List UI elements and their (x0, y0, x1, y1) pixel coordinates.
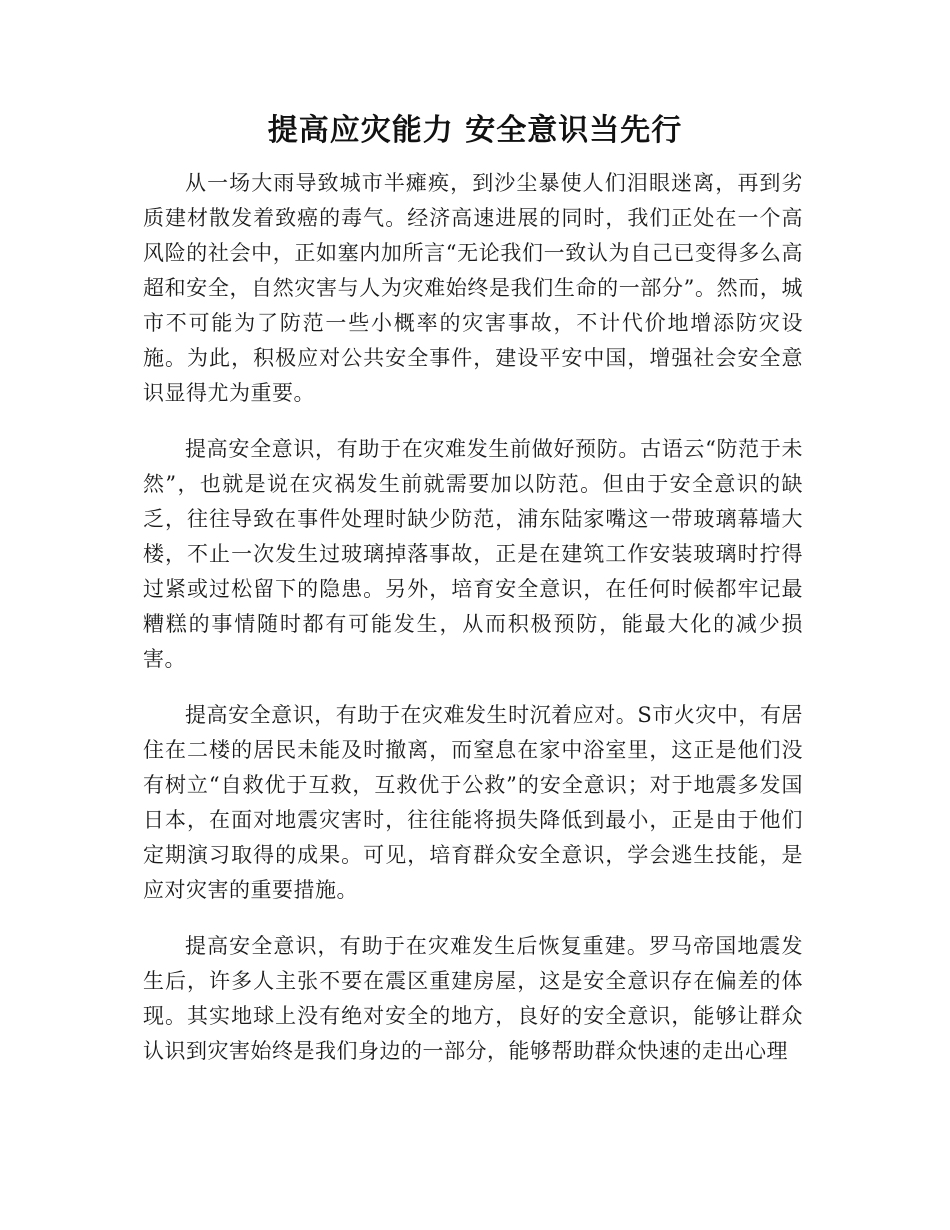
paragraph-2: 提高安全意识，有助于在灾难发生前做好预防。古语云“防范于未然”，也就是说在灾祸发生前就需要加以防范。但由于安全意识的缺乏，往往导致在事件处理时缺少防范，浦东陆家嘴这一带玻璃幕墙大楼，不止一次发生过玻璃掉落事故，正是在建筑工作安装玻璃时拧得过紧或过松留下的隐患。另外，培育安全意识，在任何时候都牢记最糟糕的事情随时都有可能发生，从而积极预防，能最大化的减少损害。 (143, 437, 803, 671)
paragraph-4: 提高安全意识，有助于在灾难发生后恢复重建。罗马帝国地震发生后，许多人主张不要在震区重建房屋，这是安全意识存在偏差的体现。其实地球上没有绝对安全的地方，良好的安全意识，能够让群众认识到灾害始终是我们身边的一部分，能够帮助群众快速的走出心理 (143, 934, 803, 1063)
document-title: 提高应灾能力 安全意识当先行 (267, 113, 683, 148)
paragraph-1: 从一场大雨导致城市半瘫痪，到沙尘暴使人们泪眼迷离，再到劣质建材散发着致癌的毒气。经济高速进展的同时，我们正处在一个高风险的社会中，正如塞内加所言“无论我们一致认为自己已变得多么高超和安全，自然灾害与人为灾难始终是我们生命的一部分”。然而，城市不可能为了防范一些小概率的灾害事故，不计代价地增添防灾设施。为此，积极应对公共安全事件，建设平安中国，增强社会安全意识显得尤为重要。 (143, 171, 803, 405)
paragraph-3: 提高安全意识，有助于在灾难发生时沉着应对。S市火灾中，有居住在二楼的居民未能及时撤离，而窒息在家中浴室里，这正是他们没有树立“自救优于互救，互救优于公救”的安全意识；对于地震多发国日本，在面对地震灾害时，往往能将损失降低到最小，正是由于他们定期演习取得的成果。可见，培育群众安全意识，学会逃生技能，是应对灾害的重要措施。 (143, 703, 803, 902)
document-body (143, 166, 803, 1090)
